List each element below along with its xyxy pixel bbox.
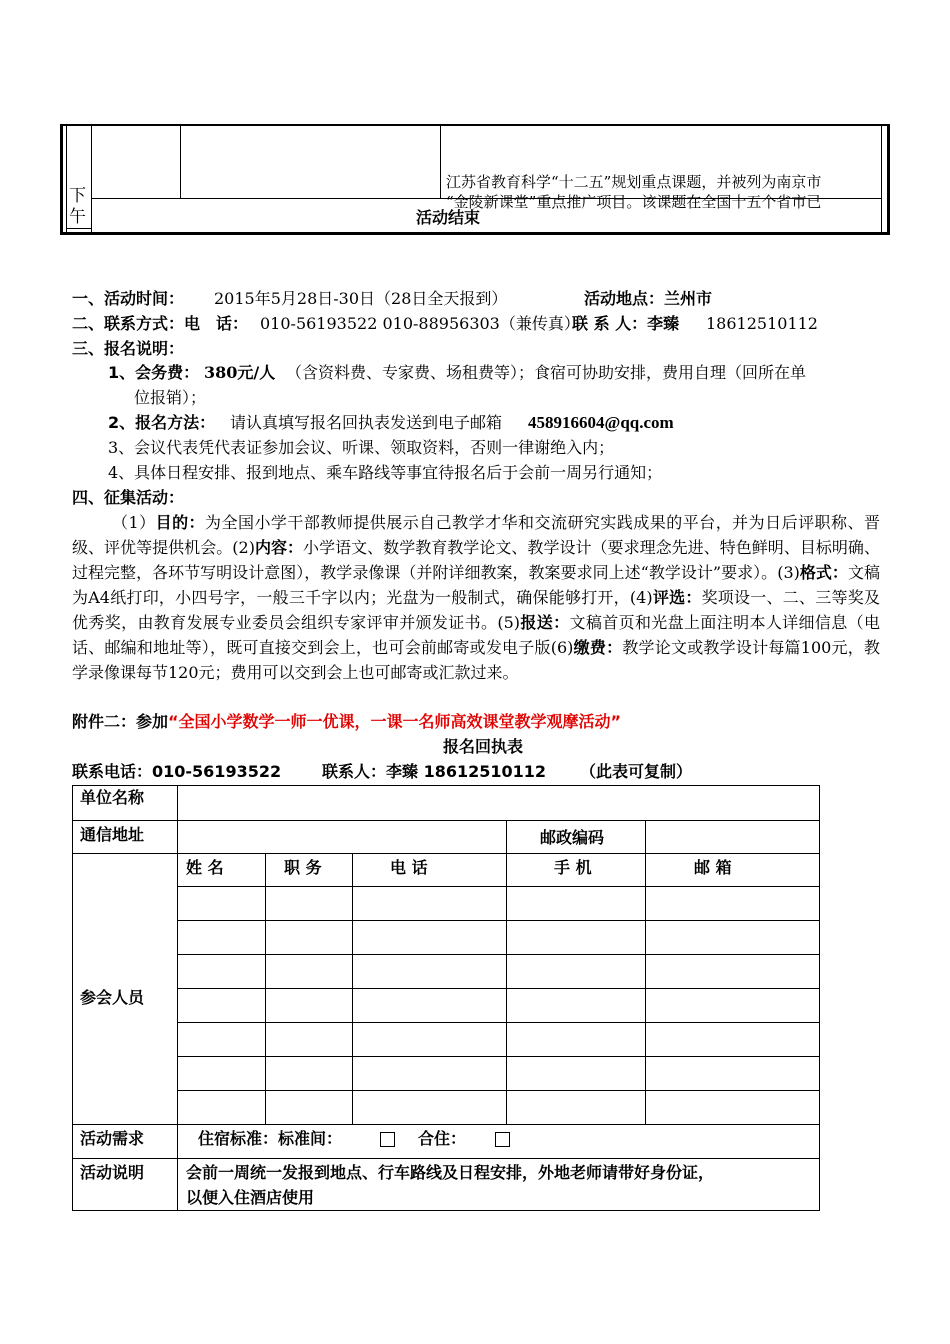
col-mobile-header: 手 机 [554,858,592,877]
needs-standard-room: 住宿标准：标准间： [198,1129,343,1148]
fee-value: 380元/人 [204,363,276,382]
unit-name-label: 单位名称 [80,788,145,807]
contact-phones: 010-56193522 010-88956303（兼传真） [260,314,580,333]
fee-label: 1、会务费： [108,363,200,382]
collect-heading: 四、征集活动： [72,488,185,507]
attachment-heading: 附件二：参加“全国小学数学一师一优课，一课一名师高效课堂教学观摩活动” [72,712,622,731]
postcode-label: 邮政编码 [540,828,605,847]
address-label: 通信地址 [80,825,145,844]
notes-text: 以便入住酒店使用 [186,1188,315,1207]
activity-place: 活动地点：兰州市 [584,289,713,308]
shared-room-checkbox[interactable] [495,1132,510,1147]
unit-name-input[interactable] [178,786,819,820]
activity-end-label: 活动结束 [416,208,481,227]
contact-person-phone: 18612510112 [706,314,818,333]
fee-note: 位报销）； [134,388,207,407]
notes-label: 活动说明 [80,1163,145,1182]
address-input[interactable] [178,821,506,853]
activity-time-value: 2015年5月28日-30日（28日全天报到） [214,289,508,308]
signup-email[interactable]: 458916604@qq.com [528,413,674,432]
col-position-header: 职 务 [284,858,322,877]
schedule-cell-text: “金陵新课堂”重点推广项目。该课题在全国十五个省市已 [446,193,822,211]
method-text: 请认真填写报名回执表发送到电子邮箱 [230,413,503,432]
standard-room-checkbox[interactable] [380,1132,395,1147]
attendees-label: 参会人员 [80,988,145,1007]
schedule-cell-text: 江苏省教育科学“十二五”规划重点课题，并被列为南京市 [446,173,822,191]
activity-time-label: 一、活动时间： [72,289,185,308]
notes-text: 会前一周统一发报到地点、行车路线及日程安排，外地老师请带好身份证， [186,1163,715,1182]
col-phone-header: 电 话 [390,858,428,877]
fee-note: （含资料费、专家费、场租费等）；食宿可协助安排，费用自理（回所在单 [286,363,807,382]
form-title: 报名回执表 [443,737,524,756]
collect-paragraph: （1）目的：为全国小学干部教师提供展示自己教学才华和交流研究实践成果的平台，并为日后评职称、晋级、评优等提供机会。(2)内容：小学语文、数学教育教学论文、教学设计（要求理念先进、特色鲜明、目标明确、过程完整，各环节写明设计意图），教学录像课（并附详细教案，教案要求同上述“教学设计”要求）。(3)格式：文稿为A4纸打印，小四号字，一般三千字以内；光盘为一般制式，确保能够打开，(4)评选：奖项设一、二、三等奖及优秀奖，由教育发展专业委员会组织专家评审并颁发证书。(5)报送：文稿首页和光盘上面注明本人详细信息（电话、邮编和地址等），既可直接交到会上，也可会前邮寄或发电子版(6)缴费：教学论文或教学设计每篇100元，教学录像课每节120元；费用可以交到会上也可邮寄或汇款过来。 [72,513,880,682]
signup-item-3: 3、会议代表凭代表证参加会议、听课、领取资料，否则一律谢绝入内； [108,438,615,457]
needs-shared-room: 合住： [418,1129,467,1148]
method-label: 2、报名方法： [108,413,216,432]
form-copy-note: （此表可复制） [580,762,693,781]
postcode-input[interactable] [646,821,819,853]
form-contact-person: 联系人：李臻 18612510112 [322,762,547,781]
afternoon-label: 下午 [69,186,86,227]
signup-item-4: 4、具体日程安排、报到地点、乘车路线等事宜待报名后于会前一周另行通知； [108,463,663,482]
contact-person: 联 系 人：李臻 [572,314,680,333]
col-email-header: 邮 箱 [694,858,732,877]
contact-label: 二、联系方式：电 话： [72,314,249,333]
col-name-header: 姓 名 [186,858,224,877]
form-contact-phone: 联系电话：010-56193522 [72,762,282,781]
signup-heading: 三、报名说明： [72,339,185,358]
attachment-title: “全国小学数学一师一优课，一课一名师高效课堂教学观摩活动” [168,712,622,731]
needs-label: 活动需求 [80,1129,145,1148]
